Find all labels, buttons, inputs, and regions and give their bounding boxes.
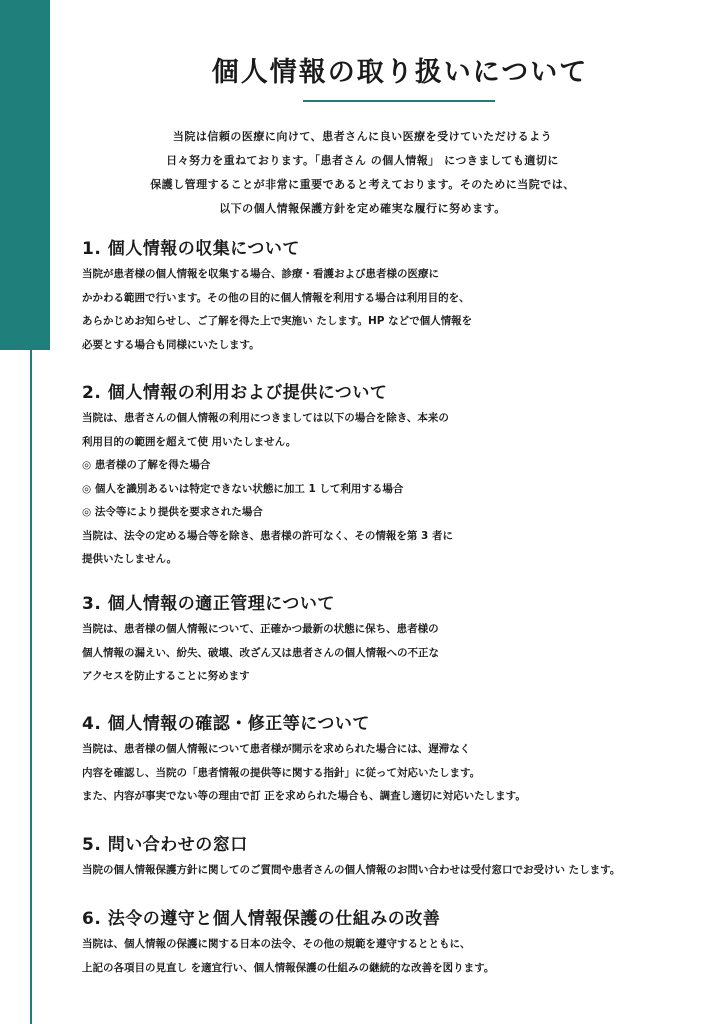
section-confirmation (82, 712, 702, 809)
section-line: アクセスを防止することに努めます (82, 670, 250, 682)
section-heading: 1. 個人情報の収集について (82, 239, 300, 259)
section-line: ◎ 患者様の了解を得た場合 (82, 459, 211, 471)
section-line: 当院は、患者様の個人情報について患者様が開示を求められた場合には、遅滞なく (82, 743, 471, 755)
section-line: かかわる範囲で行います。その他の目的に個人情報を利用する場合は利用目的を、 (82, 291, 470, 304)
intro-line: 日々努力を重ねております。「患者さん の個人情報」 につきましても適切に (166, 154, 559, 167)
section-usage (82, 381, 702, 572)
section-line: 上記の各項目の見直し を適宜行い、個人情報保護の仕組みの継続的な改善を図ります。 (82, 961, 495, 974)
section-line: ◎ 法令等により提供を要求された場合 (82, 506, 263, 518)
intro-line: 以下の個人情報保護方針を定め確実な履行に努めます。 (219, 202, 506, 215)
section-line: ◎ 個人を識別あるいは特定できない状態に加工 1 して利用する場合 (82, 482, 404, 495)
section-line: また、内容が事実でない等の理由で訂 正を求められた場合も、調査し適切に対応いたします。 (82, 790, 526, 802)
section-line: 当院は、患者様の個人情報について、正確かつ最新の状態に保ち、患者様の (82, 623, 439, 635)
section-line: 当院の個人情報保護方針に関してのご質問や患者さんの個人情報のお問い合わせは受付窓口でお受けい たします。 (82, 864, 621, 876)
decorative-side-band (0, 0, 50, 350)
section-compliance (82, 907, 702, 980)
section-heading: 4. 個人情報の確認・修正等について (82, 714, 370, 734)
intro-line: 当院は信頼の医療に向けて、患者さんに良い医療を受けていただけるよう (172, 130, 553, 143)
section-heading: 5. 問い合わせの窓口 (82, 835, 248, 855)
page-title: 個人情報の取り扱いについて (211, 57, 589, 88)
section-heading: 3. 個人情報の適正管理について (82, 594, 335, 614)
section-line: 当院は、法令の定める場合等を除き、患者様の許可なく、その情報を第 3 者に (82, 529, 453, 542)
section-line: 当院は、患者さんの個人情報の利用につきましては以下の場合を除き、本来の (82, 412, 449, 424)
section-line: 必要とする場合も同様にいたします。 (82, 338, 260, 351)
section-contact (82, 833, 702, 883)
section-heading: 6. 法令の遵守と個人情報保護の仕組みの改善 (82, 909, 441, 929)
section-line: 内容を確認し、当院の「患者情報の提供等に関する指針」に従って対応いたします。 (82, 766, 481, 779)
section-management (82, 592, 702, 689)
intro-paragraph (110, 125, 615, 221)
section-line: 当院が患者様の個人情報を収集する場合、診療・看護および患者様の医療に (82, 268, 439, 280)
decorative-vertical-line (30, 0, 32, 1024)
section-line: 当院は、個人情報の保護に関する日本の法令、その他の規範を遵守するとともに、 (82, 938, 471, 950)
section-line: 利用目的の範囲を超えて使 用いたしません。 (82, 435, 297, 448)
section-line: 提供いたしません。 (82, 553, 178, 565)
section-line: あらかじめお知らせし、ご了解を得た上で実施い たします。HP などで個人情報を (82, 315, 473, 327)
section-heading: 2. 個人情報の利用および提供について (82, 383, 388, 403)
section-line: 個人情報の漏えい、紛失、破壊、改ざん又は患者さんの個人情報への不正な (82, 646, 439, 659)
intro-line: 保護し管理することが非常に重要であると考えております。そのために当院では、 (150, 178, 575, 191)
section-collection (82, 237, 702, 357)
title-underline (303, 100, 495, 102)
